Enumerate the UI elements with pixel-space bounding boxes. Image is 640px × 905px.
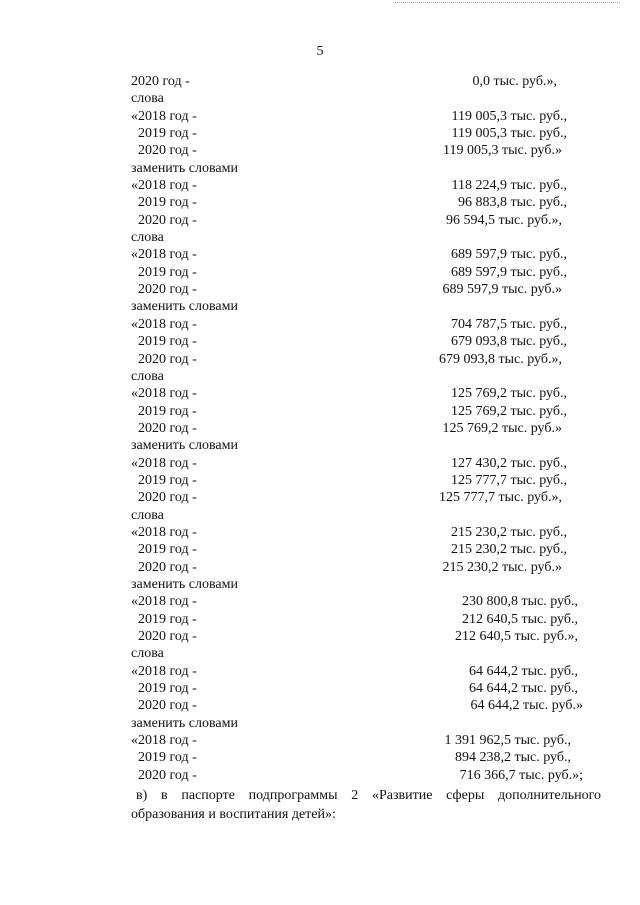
line-amount: 64 644,2 тыс. руб., <box>469 681 578 697</box>
scan-artifact-marks <box>395 2 620 9</box>
line-label: 2019 год - <box>138 334 197 350</box>
amendment-line <box>0 368 640 385</box>
line-label: слова <box>131 368 164 384</box>
amendment-line <box>0 663 640 680</box>
line-amount: 679 093,8 тыс. руб., <box>451 334 567 350</box>
line-label: 2020 год - <box>138 629 197 644</box>
amendment-line <box>0 715 640 732</box>
line-label: 2020 год - <box>138 212 197 228</box>
line-label: 2020 год - <box>138 490 197 506</box>
line-label: 2020 год - <box>138 351 197 367</box>
amendment-line <box>0 333 640 350</box>
amendment-line <box>0 73 640 90</box>
line-label: заменить словами <box>131 160 238 176</box>
amendment-line <box>0 246 640 263</box>
line-label: слова <box>131 230 164 246</box>
amendment-line <box>0 524 640 541</box>
amendment-line <box>0 281 640 298</box>
amendment-line <box>0 472 640 489</box>
line-amount: 64 644,2 тыс. руб., <box>469 663 578 679</box>
amendment-line <box>0 749 640 766</box>
line-amount: 679 093,8 тыс. руб.», <box>439 351 562 367</box>
line-amount: 119 005,3 тыс. руб., <box>451 126 567 142</box>
line-label: «2018 год - <box>131 594 197 610</box>
line-label: 2020 год - <box>138 698 197 714</box>
line-amount: 689 597,9 тыс. руб., <box>451 247 567 263</box>
line-label: 2019 год - <box>138 542 197 558</box>
line-label: 2020 год - <box>138 420 197 436</box>
line-amount: 716 366,7 тыс. руб.»; <box>459 767 583 783</box>
line-amount: 119 005,3 тыс. руб.» <box>443 143 562 159</box>
amendment-line <box>0 212 640 229</box>
amendment-line <box>0 767 640 784</box>
line-label: заменить словами <box>131 576 238 592</box>
line-label: «2018 год - <box>131 178 197 194</box>
amendment-line <box>0 298 640 315</box>
line-amount: 125 777,7 тыс. руб.», <box>439 490 562 506</box>
amendment-line <box>0 541 640 558</box>
amendment-line <box>0 351 640 368</box>
line-label: заменить словами <box>131 715 238 731</box>
line-label: 2019 год - <box>138 195 197 211</box>
paragraph-line-2: образования и воспитания детей»: <box>131 807 336 822</box>
line-amount: 704 787,5 тыс. руб., <box>451 316 567 332</box>
line-label: «2018 год - <box>131 455 197 471</box>
amendment-line <box>0 108 640 125</box>
line-amount: 127 430,2 тыс. руб., <box>451 455 567 471</box>
amendment-line <box>0 160 640 177</box>
amendment-line <box>0 559 640 576</box>
line-amount: 215 230,2 тыс. руб.» <box>442 559 562 575</box>
page-number: 5 <box>316 44 324 59</box>
amendment-line <box>0 403 640 420</box>
amendment-line <box>0 697 640 714</box>
line-amount: 119 005,3 тыс. руб., <box>451 108 567 124</box>
line-amount: 125 769,2 тыс. руб., <box>451 386 567 402</box>
line-amount: 215 230,2 тыс. руб., <box>451 542 567 558</box>
line-label: слова <box>131 646 164 662</box>
amendment-line <box>0 142 640 159</box>
line-label: 2020 год - <box>138 282 197 298</box>
line-amount: 125 769,2 тыс. руб.» <box>442 420 562 436</box>
line-amount: 118 224,9 тыс. руб., <box>451 178 567 194</box>
amendment-line <box>0 420 640 437</box>
amendment-line <box>0 229 640 246</box>
line-label: 2020 год - <box>138 559 197 575</box>
line-label: слова <box>131 507 164 523</box>
line-amount: 689 597,9 тыс. руб., <box>451 264 567 280</box>
line-amount: 125 777,7 тыс. руб., <box>451 472 567 488</box>
line-label: «2018 год - <box>131 247 197 263</box>
amendment-line <box>0 90 640 107</box>
line-label: 2019 год - <box>138 611 197 627</box>
line-label: 2019 год - <box>138 403 197 419</box>
line-amount: 1 391 962,5 тыс. руб., <box>444 733 571 749</box>
line-label: «2018 год - <box>131 316 197 332</box>
line-amount: 96 594,5 тыс. руб.», <box>446 212 562 228</box>
amendment-line <box>0 680 640 697</box>
amendment-line <box>0 316 640 333</box>
line-label: «2018 год - <box>131 108 197 124</box>
amendment-line <box>0 628 640 645</box>
amendment-line <box>0 611 640 628</box>
line-amount: 212 640,5 тыс. руб., <box>462 611 578 627</box>
amendment-line <box>0 593 640 610</box>
line-label: «2018 год - <box>131 663 197 679</box>
line-label: 2020 год - <box>131 74 190 89</box>
line-label: «2018 год - <box>131 386 197 402</box>
line-label: «2018 год - <box>131 733 197 749</box>
amendment-line <box>0 732 640 749</box>
amendment-line <box>0 645 640 662</box>
line-label: 2019 год - <box>138 472 197 488</box>
line-label: 2020 год - <box>138 143 197 159</box>
line-label: заменить словами <box>131 438 238 454</box>
paragraph-line-1: в) в паспорте подпрограммы 2 «Развитие сферы дополнительного <box>136 788 601 803</box>
amendment-line <box>0 455 640 472</box>
line-label: 2019 год - <box>138 264 197 280</box>
line-amount: 894 238,2 тыс. руб., <box>455 750 571 766</box>
amendment-line <box>0 489 640 506</box>
line-label: 2019 год - <box>138 681 197 697</box>
amendment-line <box>0 125 640 142</box>
amendment-line <box>0 437 640 454</box>
line-label: 2019 год - <box>138 750 197 766</box>
line-amount: 212 640,5 тыс. руб.», <box>455 629 578 644</box>
budget-amendment-list <box>0 73 640 784</box>
line-label: «2018 год - <box>131 524 197 540</box>
line-label: 2020 год - <box>138 767 197 783</box>
amendment-line <box>0 507 640 524</box>
amendment-line <box>0 576 640 593</box>
line-amount: 125 769,2 тыс. руб., <box>451 403 567 419</box>
line-label: заменить словами <box>131 299 238 315</box>
amendment-line <box>0 177 640 194</box>
line-amount: 230 800,8 тыс. руб., <box>462 594 578 610</box>
line-label: слова <box>131 91 164 107</box>
amendment-line <box>0 194 640 211</box>
amendment-line <box>0 385 640 402</box>
line-amount: 689 597,9 тыс. руб.» <box>442 282 562 298</box>
line-amount: 215 230,2 тыс. руб., <box>451 524 567 540</box>
amendment-line <box>0 264 640 281</box>
line-amount: 0,0 тыс. руб.», <box>472 74 557 89</box>
line-label: 2019 год - <box>138 126 197 142</box>
line-amount: 96 883,8 тыс. руб., <box>458 195 567 211</box>
line-amount: 64 644,2 тыс. руб.» <box>470 698 583 714</box>
